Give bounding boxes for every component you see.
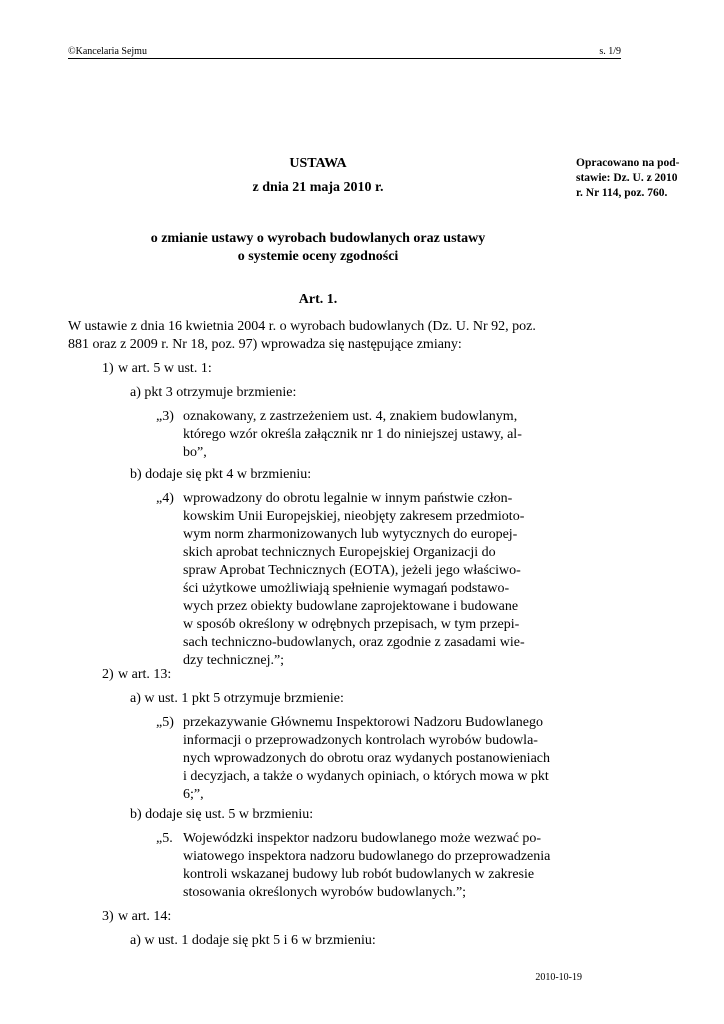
item-2-text: w art. 13: (118, 667, 172, 682)
quote-3-text (183, 408, 569, 462)
item-1-text: w art. 5 w ust. 1: (118, 361, 212, 376)
quote-5-text (183, 714, 569, 804)
source-note-line-1: Opracowano na pod- (576, 157, 680, 169)
quote-5-line: nych wprowadzonych do obrotu oraz wydanych postanowieniach (183, 751, 551, 766)
quote-4-line: wym norm zharmonizowanych lub wytycznych do europej- (183, 527, 518, 542)
quote-4-line: w sposób określony w odrębnych przepisach, w tym przepi- (183, 617, 520, 632)
quote-5-line: przekazywanie Głównemu Inspektorowi Nadzoru Budowlanego (183, 715, 544, 730)
quote-4-line: ści użytkowe umożliwiają spełnienie wymagań podstawo- (183, 581, 510, 596)
item-2a: a) w ust. 1 pkt 5 otrzymuje brzmienie: (130, 691, 344, 706)
section-5-line: stosowania określonych wyrobów budowlanych.”; (183, 885, 467, 900)
item-1a: a) pkt 3 otrzymuje brzmienie: (130, 385, 297, 400)
intro-line-1: W ustawie z dnia 16 kwietnia 2004 r. o wyrobach budowlanych (Dz. U. Nr 92, poz. (68, 319, 536, 334)
source-note-line-3: r. Nr 114, poz. 760. (576, 187, 668, 199)
document-subject (68, 230, 568, 266)
section-5-line: wiatowego inspektora nadzoru budowlanego do przeprowadzenia (183, 849, 551, 864)
quote-3-number: „3) (156, 409, 174, 424)
quote-4-line: spraw Aprobat Technicznych (EOTA), jeżeli jego właściwo- (183, 563, 521, 578)
item-2-number: 2) (102, 667, 114, 682)
quote-5-number: „5) (156, 715, 174, 730)
item-1b: b) dodaje się pkt 4 w brzmieniu: (130, 467, 312, 482)
quote-4-line: kowskim Unii Europejskiej, nieobjęty zakresem przedmioto- (183, 509, 525, 524)
item-1-number: 1) (102, 361, 114, 376)
quote-4-text (183, 490, 569, 670)
footer-date: 2010-10-19 (535, 972, 582, 983)
item-2b: b) dodaje się ust. 5 w brzmieniu: (130, 807, 314, 822)
section-5-line: kontroli wskazanej budowy lub robót budowlanych w zakresie (183, 867, 535, 882)
quote-4-line: sach techniczno-budowlanych, oraz zgodnie z zasadami wie- (183, 635, 525, 650)
quote-5-line: informacji o przeprowadzonych kontrolach wyrobów budowla- (183, 733, 538, 748)
header-divider (68, 58, 621, 59)
quote-4-line: dzy technicznej.”; (183, 653, 285, 668)
quote-4-number: „4) (156, 491, 174, 506)
section-5-text (183, 830, 569, 902)
quote-4-line: wych przez obiekty budowlane zaprojektowane i budowane (183, 599, 519, 614)
quote-4-line: skich aprobat technicznych Europejskiej Organizacji do (183, 545, 496, 560)
intro-paragraph (68, 318, 571, 354)
header-publisher: ©Kancelaria Sejmu (68, 46, 147, 57)
article-heading: Art. 1. (298, 292, 338, 307)
header-page-number: s. 1/9 (599, 46, 621, 57)
quote-5-line: 6;”, (183, 787, 204, 802)
source-note (576, 156, 696, 201)
item-3-text: w art. 14: (118, 909, 172, 924)
document-title: USTAWA (289, 156, 347, 171)
quote-3-line: którego wzór określa załącznik nr 1 do niniejszej ustawy, al- (183, 427, 522, 442)
subject-line-2: o systemie oceny zgodności (237, 249, 399, 264)
section-5-number: „5. (156, 831, 173, 846)
quote-4-line: wprowadzony do obrotu legalnie w innym państwie człon- (183, 491, 513, 506)
quote-3-line: oznakowany, z zastrzeżeniem ust. 4, znakiem budowlanym, (183, 409, 518, 424)
item-3-number: 3) (102, 909, 114, 924)
intro-line-2: 881 oraz z 2009 r. Nr 18, poz. 97) wprowadza się następujące zmiany: (68, 337, 462, 352)
document-date: z dnia 21 maja 2010 r. (252, 180, 384, 195)
source-note-line-2: stawie: Dz. U. z 2010 (576, 172, 678, 184)
section-5-line: Wojewódzki inspektor nadzoru budowlanego może wezwać po- (183, 831, 542, 846)
item-3a: a) w ust. 1 dodaje się pkt 5 i 6 w brzmieniu: (130, 933, 376, 948)
subject-line-1: o zmianie ustawy o wyrobach budowlanych oraz ustawy (150, 231, 486, 246)
quote-3-line: bo”, (183, 445, 207, 460)
quote-5-line: i decyzjach, a także o wydanych opiniach, o których mowa w pkt (183, 769, 549, 784)
